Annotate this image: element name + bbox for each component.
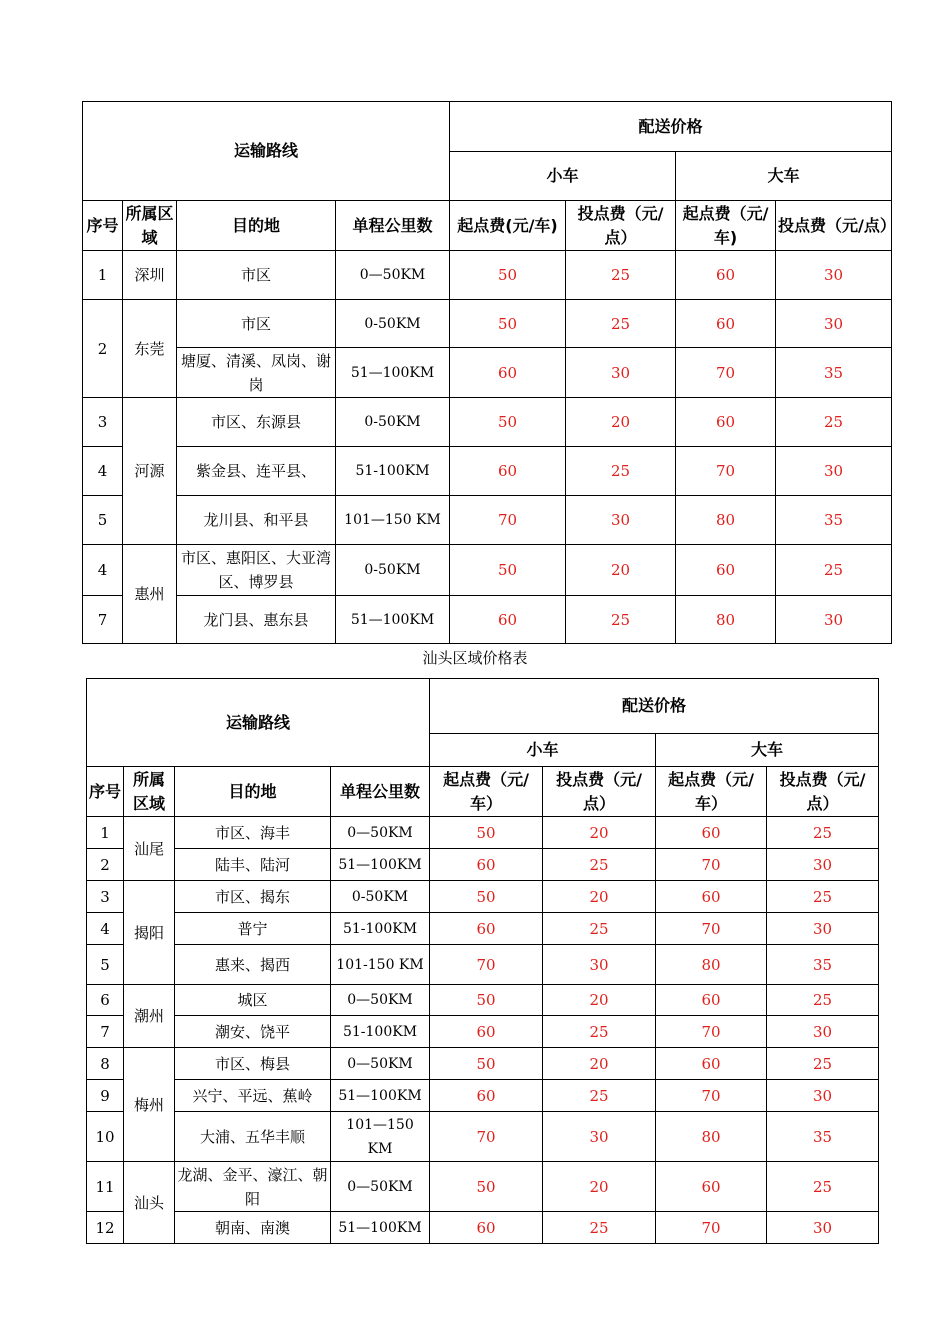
small-start-fee-header: 起点费(元/车) [450, 201, 566, 251]
table-row [83, 447, 892, 496]
big-start-fee: 70 [676, 447, 776, 496]
row-no: 2 [87, 849, 124, 881]
row-destination: 市区、东源县 [177, 398, 336, 447]
small-drop-fee: 25 [566, 251, 676, 300]
big-car-header: 大车 [676, 152, 892, 201]
small-drop-fee: 25 [543, 1016, 656, 1048]
table-row [87, 1162, 879, 1212]
row-region: 潮州 [124, 985, 175, 1048]
small-drop-fee: 25 [543, 1212, 656, 1244]
row-destination: 市区、揭东 [175, 881, 331, 913]
big-start-fee: 60 [656, 985, 767, 1016]
destination-header: 目的地 [175, 767, 331, 817]
small-start-fee: 60 [450, 348, 566, 398]
small-start-fee: 50 [450, 300, 566, 348]
row-no: 8 [87, 1048, 124, 1080]
table-row [87, 817, 879, 849]
small-start-fee: 50 [430, 881, 543, 913]
small-start-fee: 50 [430, 1162, 543, 1212]
row-distance: 101—150 KM [331, 1112, 430, 1162]
big-start-fee: 60 [656, 817, 767, 849]
row-distance: 51-100KM [331, 1016, 430, 1048]
table-row [87, 985, 879, 1016]
row-no: 1 [83, 251, 123, 300]
table-row [83, 596, 892, 644]
small-start-fee: 50 [450, 545, 566, 596]
row-distance: 51-100KM [336, 447, 450, 496]
big-start-fee: 70 [656, 849, 767, 881]
table-row [83, 348, 892, 398]
small-drop-fee: 30 [543, 945, 656, 985]
row-destination: 市区、海丰 [175, 817, 331, 849]
big-drop-fee: 25 [776, 545, 892, 596]
row-no: 6 [87, 985, 124, 1016]
small-start-fee: 50 [430, 1048, 543, 1080]
big-drop-fee: 25 [767, 881, 879, 913]
big-drop-fee: 30 [776, 300, 892, 348]
row-distance: 0-50KM [336, 545, 450, 596]
price-header: 配送价格 [430, 679, 879, 734]
row-no: 11 [87, 1162, 124, 1212]
destination-header: 目的地 [177, 201, 336, 251]
row-destination: 陆丰、陆河 [175, 849, 331, 881]
row-no: 7 [87, 1016, 124, 1048]
row-distance: 51—100KM [331, 849, 430, 881]
big-start-fee: 70 [656, 1212, 767, 1244]
table-row [87, 1048, 879, 1080]
row-distance: 51—100KM [331, 1080, 430, 1112]
small-drop-fee: 25 [543, 849, 656, 881]
big-start-fee: 60 [656, 881, 767, 913]
big-drop-fee: 30 [776, 596, 892, 644]
table-row [87, 1212, 879, 1244]
row-destination: 朝南、南澳 [175, 1212, 331, 1244]
row-no: 3 [83, 398, 123, 447]
big-start-fee: 60 [676, 300, 776, 348]
big-drop-fee: 35 [767, 1112, 879, 1162]
row-distance: 0-50KM [336, 398, 450, 447]
row-region: 河源 [123, 398, 177, 545]
big-drop-fee: 25 [767, 1048, 879, 1080]
region-header: 所属区域 [124, 767, 175, 817]
distance-header: 单程公里数 [336, 201, 450, 251]
small-start-fee-header: 起点费（元/车） [430, 767, 543, 817]
small-drop-fee: 30 [566, 348, 676, 398]
small-start-fee: 60 [430, 1016, 543, 1048]
big-drop-fee: 25 [776, 398, 892, 447]
table-caption: 汕头区域价格表 [422, 649, 528, 667]
small-car-header: 小车 [450, 152, 676, 201]
row-no: 5 [83, 496, 123, 545]
small-drop-fee: 25 [566, 300, 676, 348]
row-no: 7 [83, 596, 123, 644]
row-region: 汕尾 [124, 817, 175, 881]
row-distance: 51—100KM [336, 348, 450, 398]
row-destination: 兴宁、平远、蕉岭 [175, 1080, 331, 1112]
small-start-fee: 60 [430, 1212, 543, 1244]
row-distance: 101—150 KM [336, 496, 450, 545]
distance-header: 单程公里数 [331, 767, 430, 817]
table-row [87, 945, 879, 985]
table-row [83, 300, 892, 348]
row-region: 惠州 [123, 545, 177, 644]
no-header: 序号 [87, 767, 124, 817]
row-destination: 塘厦、清溪、凤岗、谢岗 [177, 348, 336, 398]
small-car-header: 小车 [430, 734, 656, 767]
small-start-fee: 60 [430, 1080, 543, 1112]
big-drop-fee: 35 [776, 348, 892, 398]
table-row [87, 1080, 879, 1112]
row-destination: 龙门县、惠东县 [177, 596, 336, 644]
small-drop-fee: 25 [566, 447, 676, 496]
small-drop-fee: 25 [566, 596, 676, 644]
row-no: 10 [87, 1112, 124, 1162]
big-start-fee-header: 起点费（元/车） [656, 767, 767, 817]
row-distance: 0-50KM [331, 881, 430, 913]
row-distance: 51—100KM [336, 596, 450, 644]
small-drop-fee: 20 [543, 1162, 656, 1212]
region-header: 所属区域 [123, 201, 177, 251]
table-row [87, 849, 879, 881]
big-drop-fee: 30 [776, 251, 892, 300]
big-drop-fee: 35 [767, 945, 879, 985]
big-drop-fee: 30 [776, 447, 892, 496]
row-no: 2 [83, 300, 123, 398]
small-start-fee: 70 [430, 1112, 543, 1162]
big-start-fee: 80 [676, 496, 776, 545]
big-start-fee: 60 [656, 1048, 767, 1080]
row-no: 5 [87, 945, 124, 985]
price-table-2 [86, 678, 879, 1244]
small-drop-fee: 25 [543, 913, 656, 945]
big-drop-fee: 35 [776, 496, 892, 545]
row-destination: 龙湖、金平、濠江、朝阳 [175, 1162, 331, 1212]
small-drop-fee: 20 [566, 545, 676, 596]
row-destination: 大浦、五华丰顺 [175, 1112, 331, 1162]
row-region: 揭阳 [124, 881, 175, 985]
big-start-fee: 60 [676, 545, 776, 596]
big-start-fee: 70 [656, 913, 767, 945]
big-start-fee-header: 起点费（元/车) [676, 201, 776, 251]
row-destination: 惠来、揭西 [175, 945, 331, 985]
row-no: 1 [87, 817, 124, 849]
table-row [87, 881, 879, 913]
table-row [87, 1112, 879, 1162]
big-drop-fee: 30 [767, 1016, 879, 1048]
big-drop-fee: 30 [767, 1080, 879, 1112]
small-start-fee: 60 [450, 596, 566, 644]
big-car-header: 大车 [656, 734, 879, 767]
row-destination: 潮安、饶平 [175, 1016, 331, 1048]
row-no: 3 [87, 881, 124, 913]
table-row [87, 1016, 879, 1048]
big-drop-fee: 30 [767, 913, 879, 945]
big-drop-fee-header: 投点费（元/点） [767, 767, 879, 817]
small-drop-fee-header: 投点费（元/点） [566, 201, 676, 251]
big-drop-fee: 30 [767, 849, 879, 881]
big-start-fee: 70 [676, 348, 776, 398]
big-drop-fee: 25 [767, 817, 879, 849]
row-destination: 城区 [175, 985, 331, 1016]
row-distance: 0—50KM [336, 251, 450, 300]
row-distance: 101-150 KM [331, 945, 430, 985]
big-start-fee: 70 [656, 1080, 767, 1112]
big-start-fee: 60 [676, 251, 776, 300]
small-start-fee: 60 [430, 913, 543, 945]
row-no: 9 [87, 1080, 124, 1112]
big-drop-fee-header: 投点费（元/点） [776, 201, 892, 251]
small-drop-fee: 20 [543, 881, 656, 913]
small-drop-fee: 30 [543, 1112, 656, 1162]
row-destination: 龙川县、和平县 [177, 496, 336, 545]
big-drop-fee: 30 [767, 1212, 879, 1244]
small-drop-fee: 30 [566, 496, 676, 545]
big-start-fee: 60 [676, 398, 776, 447]
small-drop-fee: 20 [543, 985, 656, 1016]
price-table-1 [82, 101, 896, 644]
table-row [83, 545, 892, 596]
small-drop-fee: 20 [543, 817, 656, 849]
small-start-fee: 60 [450, 447, 566, 496]
small-start-fee: 70 [450, 496, 566, 545]
small-start-fee: 50 [430, 817, 543, 849]
big-drop-fee: 25 [767, 985, 879, 1016]
row-destination: 市区 [177, 251, 336, 300]
row-region: 东莞 [123, 300, 177, 398]
small-drop-fee: 25 [543, 1080, 656, 1112]
small-start-fee: 50 [450, 251, 566, 300]
small-start-fee: 50 [430, 985, 543, 1016]
big-start-fee: 80 [676, 596, 776, 644]
small-start-fee: 50 [450, 398, 566, 447]
small-drop-fee: 20 [543, 1048, 656, 1080]
row-destination: 市区、惠阳区、大亚湾区、博罗县 [177, 545, 336, 596]
small-start-fee: 70 [430, 945, 543, 985]
row-no: 12 [87, 1212, 124, 1244]
row-destination: 普宁 [175, 913, 331, 945]
row-region: 深圳 [123, 251, 177, 300]
table-row [83, 251, 892, 300]
big-start-fee: 70 [656, 1016, 767, 1048]
row-no: 4 [83, 447, 123, 496]
route-header: 运输路线 [83, 102, 450, 201]
table-row [87, 913, 879, 945]
row-distance: 0—50KM [331, 1048, 430, 1080]
row-region: 梅州 [124, 1048, 175, 1162]
row-no: 4 [83, 545, 123, 596]
price-header: 配送价格 [450, 102, 892, 152]
row-distance: 0—50KM [331, 1162, 430, 1212]
row-destination: 紫金县、连平县、 [177, 447, 336, 496]
big-start-fee: 60 [656, 1162, 767, 1212]
big-drop-fee: 25 [767, 1162, 879, 1212]
big-start-fee: 80 [656, 1112, 767, 1162]
row-distance: 51-100KM [331, 913, 430, 945]
row-distance: 0—50KM [331, 985, 430, 1016]
table-row [83, 496, 892, 545]
row-distance: 51—100KM [331, 1212, 430, 1244]
no-header: 序号 [83, 201, 123, 251]
row-region: 汕头 [124, 1162, 175, 1244]
row-destination: 市区、梅县 [175, 1048, 331, 1080]
route-header: 运输路线 [87, 679, 430, 767]
row-no: 4 [87, 913, 124, 945]
table-row [83, 398, 892, 447]
small-drop-fee-header: 投点费（元/点） [543, 767, 656, 817]
small-drop-fee: 20 [566, 398, 676, 447]
row-distance: 0-50KM [336, 300, 450, 348]
row-distance: 0—50KM [331, 817, 430, 849]
small-start-fee: 60 [430, 849, 543, 881]
row-destination: 市区 [177, 300, 336, 348]
big-start-fee: 80 [656, 945, 767, 985]
